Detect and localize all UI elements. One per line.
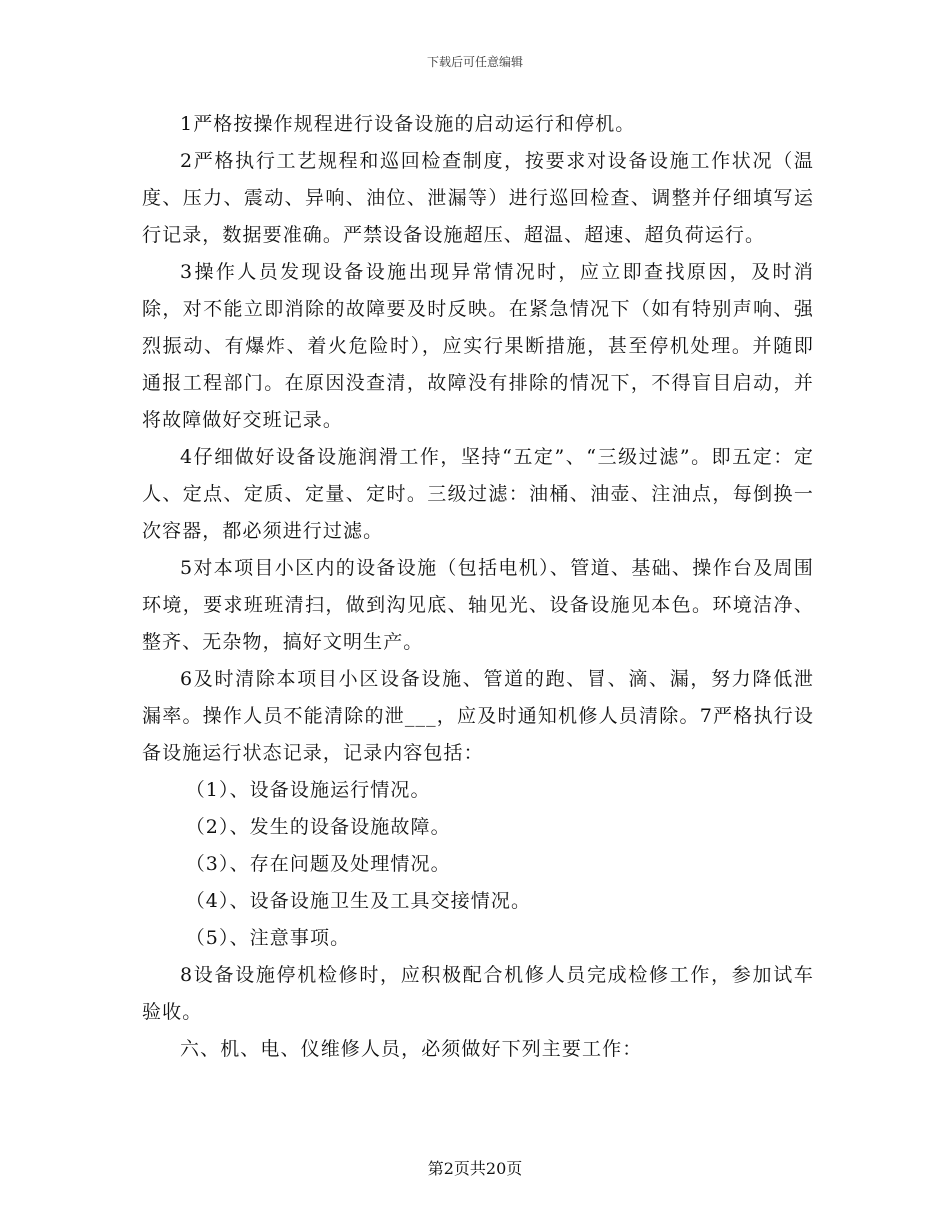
list-item: （4）、设备设施卫生及工具交接情况。	[185, 890, 532, 912]
paragraph-6: 6及时清除本项目小区设备设施、管道的跑、冒、滴、漏，努力降低泄漏率。操作人员不能清除的泄___，应及时通知机修人员清除。7严格执行设备设施运行状态记录，记录内容包括：	[142, 668, 814, 764]
paragraph-2: 2严格执行工艺规程和巡回检查制度，按要求对设备设施工作状况（温度、压力、震动、异响、油位、泄漏等）进行巡回检查、调整并仔细填写运行记录，数据要准确。严禁设备设施超压、超温、超速、超负荷运行。	[142, 150, 814, 246]
list-item: （1）、设备设施运行情况。	[185, 779, 431, 801]
section-heading: 六、机、电、仪维修人员，必须做好下列主要工作：	[180, 1038, 643, 1060]
list-item: （2）、发生的设备设施故障。	[185, 816, 451, 838]
page-header: 下载后可任意编辑	[426, 55, 523, 69]
list-item: （3）、存在问题及处理情况。	[185, 853, 451, 875]
paragraph-1: 1严格按操作规程进行设备设施的启动运行和停机。	[180, 113, 636, 135]
paragraph-5: 5对本项目小区内的设备设施（包括电机）、管道、基础、操作台及周围环境，要求班班清扫，做到沟见底、轴见光、设备设施见本色。环境洁净、整齐、无杂物，搞好文明生产。	[142, 557, 814, 653]
page-number: 第2页共20页	[427, 1159, 523, 1178]
paragraph-4: 4仔细做好设备设施润滑工作，坚持“五定”、“三级过滤”。即五定：定人、定点、定质、定量、定时。三级过滤：油桶、油壶、注油点，每倒换一次容器，都必须进行过滤。	[142, 446, 814, 542]
document-body	[142, 106, 814, 1068]
paragraph-3: 3操作人员发现设备设施出现异常情况时，应立即查找原因，及时消除，对不能立即消除的故障要及时反映。在紧急情况下（如有特别声响、强烈振动、有爆炸、着火危险时），应实行果断措施，甚至停机处理。并随即通报工程部门。在原因没查清，故障没有排除的情况下，不得盲目启动，并将故障做好交班记录。	[142, 261, 814, 431]
list-item: （5）、注意事项。	[185, 927, 351, 949]
paragraph-8: 8设备设施停机检修时，应积极配合机修人员完成检修工作，参加试车验收。	[142, 964, 814, 1023]
